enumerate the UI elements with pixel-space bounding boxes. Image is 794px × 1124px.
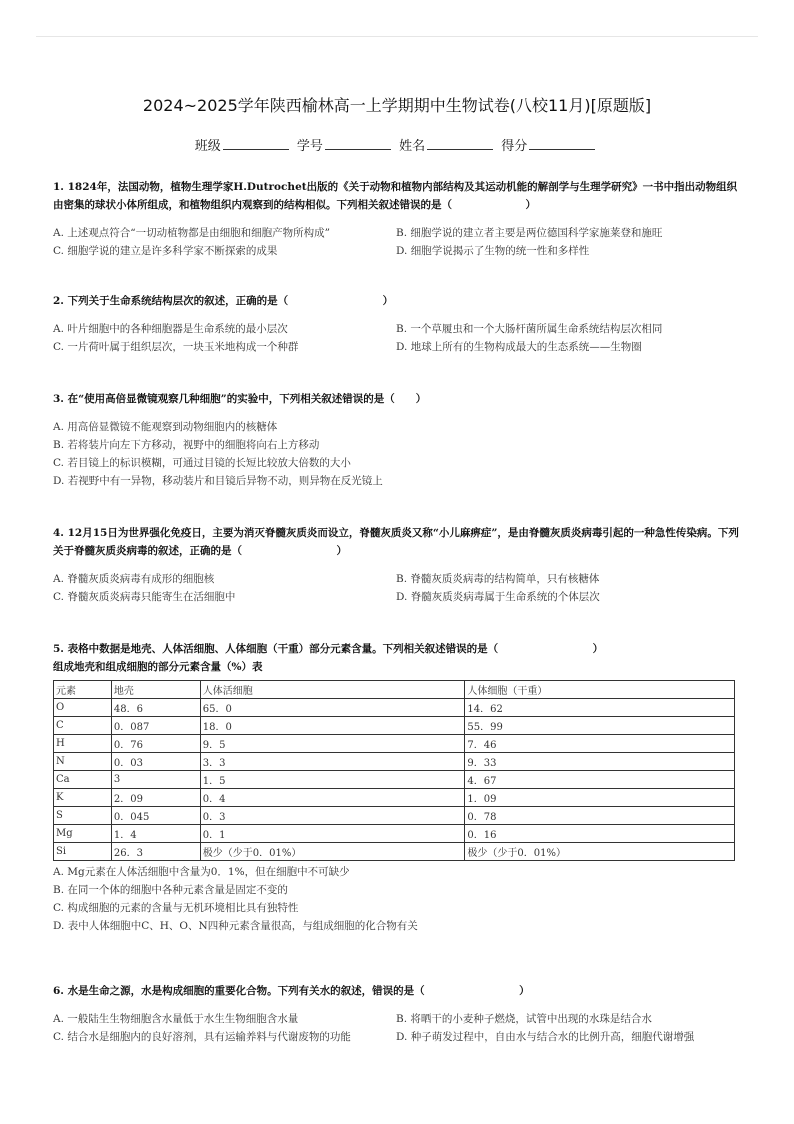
student-info-line <box>0 135 794 154</box>
table-cell: Mg <box>54 825 112 843</box>
table-cell: 0．16 <box>465 825 735 843</box>
name-blank[interactable] <box>427 137 493 150</box>
table-cell: 3 <box>111 771 200 789</box>
question-4 <box>53 524 743 606</box>
table-cell: 1．4 <box>111 825 200 843</box>
option-d[interactable]: D. 若视野中有一异物，移动装片和目镜后异物不动，则异物在反光镜上 <box>53 475 383 487</box>
question-2 <box>53 292 743 356</box>
table-row <box>54 735 735 753</box>
table-row <box>54 717 735 735</box>
student-id-blank[interactable] <box>325 137 391 150</box>
table-cell: 9．5 <box>200 735 465 753</box>
table-cell: O <box>54 699 112 717</box>
option-list <box>53 418 743 490</box>
table-cell: 0．087 <box>111 717 200 735</box>
table-row <box>54 843 735 861</box>
table-row <box>54 807 735 825</box>
question-stem: 1. 1824年，法国动物，植物生理学家H.Dutrochet出版的《关于动物和植物内部结构及其运动机能的解剖学与生理学研究》一书中指出动物组织由密集的球状小体所组成，和植物组织内观察到的结构相似。下列相关叙述错误的是（ ） <box>53 181 738 211</box>
table-cell: 3．3 <box>200 753 465 771</box>
table-cell: S <box>54 807 112 825</box>
option-d[interactable]: D. 种子萌发过程中，自由水与结合水的比例升高，细胞代谢增强 <box>396 1031 695 1043</box>
option-c[interactable]: C. 一片荷叶属于组织层次，一块玉米地构成一个种群 <box>53 341 299 353</box>
score-blank[interactable] <box>529 137 595 150</box>
table-cell: 4．67 <box>465 771 735 789</box>
table-cell: 14．62 <box>465 699 735 717</box>
table-row <box>54 771 735 789</box>
option-a[interactable]: A. 用高倍显微镜不能观察到动物细胞内的核糖体 <box>53 421 278 433</box>
option-c[interactable]: C. 脊髓灰质炎病毒只能寄生在活细胞中 <box>53 591 236 603</box>
table-caption: 组成地壳和组成细胞的部分元素含量（%）表 <box>53 661 263 673</box>
option-a[interactable]: A. 脊髓灰质炎病毒有成形的细胞核 <box>53 573 215 585</box>
table-cell: 48．6 <box>111 699 200 717</box>
table-cell: 7．46 <box>465 735 735 753</box>
question-stem: 5. 表格中数据是地壳、人体活细胞、人体细胞（干重）部分元素含量。下列相关叙述错误的是（ ） <box>53 643 604 655</box>
option-list <box>53 570 743 606</box>
table-cell: 极少（少于0．01%） <box>200 843 465 861</box>
option-a[interactable]: A. 上述观点符合“一切动植物都是由细胞和细胞产物所构成” <box>53 227 330 239</box>
option-b[interactable]: B. 在同一个体的细胞中各种元素含量是固定不变的 <box>53 884 288 896</box>
question-6 <box>53 982 743 1046</box>
option-b[interactable]: B. 细胞学说的建立者主要是两位德国科学家施莱登和施旺 <box>396 227 663 239</box>
table-cell: 9．33 <box>465 753 735 771</box>
table-cell: 0．3 <box>200 807 465 825</box>
option-list <box>53 1010 743 1046</box>
table-row <box>54 699 735 717</box>
option-list <box>53 863 743 935</box>
table-cell: Si <box>54 843 112 861</box>
option-list <box>53 320 743 356</box>
question-5 <box>53 640 743 935</box>
option-list <box>53 224 743 260</box>
option-d[interactable]: D. 地球上所有的生物构成最大的生态系统——生物圈 <box>396 341 642 353</box>
option-a[interactable]: A. 叶片细胞中的各种细胞器是生命系统的最小层次 <box>53 323 288 335</box>
table-cell: K <box>54 789 112 807</box>
table-cell: N <box>54 753 112 771</box>
table-cell: 1．5 <box>200 771 465 789</box>
table-cell: 极少（少于0．01%） <box>465 843 735 861</box>
option-d[interactable]: D. 脊髓灰质炎病毒属于生命系统的个体层次 <box>396 591 600 603</box>
question-1 <box>53 178 743 260</box>
table-cell: 0．4 <box>200 789 465 807</box>
table-cell: 0．1 <box>200 825 465 843</box>
option-d[interactable]: D. 细胞学说揭示了生物的统一性和多样性 <box>396 245 590 257</box>
class-label: 班级 <box>194 139 221 154</box>
option-c[interactable]: C. 构成细胞的元素的含量与无机环境相比具有独特性 <box>53 902 299 914</box>
student-id-label: 学号 <box>296 139 323 154</box>
option-b[interactable]: B. 若将装片向左下方移动，视野中的细胞将向右上方移动 <box>53 439 320 451</box>
table-cell: 65．0 <box>200 699 465 717</box>
element-content-table <box>53 680 735 861</box>
question-stem: 4. 12月15日为世界强化免疫日，主要为消灭脊髓灰质炎而设立，脊髓灰质炎又称“小儿麻痹症”，是由脊髓灰质炎病毒引起的一种急性传染病。下列关于脊髓灰质炎病毒的叙述，正确的是（ ） <box>53 527 739 557</box>
option-c[interactable]: C. 细胞学说的建立是许多科学家不断探索的成果 <box>53 245 278 257</box>
table-cell: 2．09 <box>111 789 200 807</box>
header-rule <box>36 36 758 37</box>
question-stem: 3. 在“使用高倍显微镜观察几种细胞”的实验中，下列相关叙述错误的是（ ） <box>53 393 427 405</box>
table-cell: Ca <box>54 771 112 789</box>
score-label: 得分 <box>501 139 528 154</box>
page-title: 2024~2025学年陕西榆林高一上学期期中生物试卷(八校11月)[原题版] <box>142 96 652 115</box>
table-cell: C <box>54 717 112 735</box>
table-cell: 1．09 <box>465 789 735 807</box>
table-row <box>54 753 735 771</box>
table-cell: 55．99 <box>465 717 735 735</box>
table-header-cell: 地壳 <box>111 681 200 699</box>
table-cell: 0．03 <box>111 753 200 771</box>
table-row <box>54 825 735 843</box>
option-b[interactable]: B. 脊髓灰质炎病毒的结构简单，只有核糖体 <box>396 573 600 585</box>
option-b[interactable]: B. 将晒干的小麦种子燃烧，试管中出现的水珠是结合水 <box>396 1013 652 1025</box>
option-a[interactable]: A. Mg元素在人体活细胞中含量为0．1%，但在细胞中不可缺少 <box>53 866 350 878</box>
option-c[interactable]: C. 结合水是细胞内的良好溶剂，具有运输养料与代谢废物的功能 <box>53 1031 351 1043</box>
table-header-cell: 元素 <box>54 681 112 699</box>
table-cell: 0．045 <box>111 807 200 825</box>
name-label: 姓名 <box>399 139 426 154</box>
option-c[interactable]: C. 若目镜上的标识模糊，可通过目镜的长短比较放大倍数的大小 <box>53 457 351 469</box>
table-cell: 0．76 <box>111 735 200 753</box>
question-stem: 6. 水是生命之源，水是构成细胞的重要化合物。下列有关水的叙述，错误的是（ ） <box>53 985 530 997</box>
class-blank[interactable] <box>223 137 289 150</box>
table-cell: 0．78 <box>465 807 735 825</box>
option-b[interactable]: B. 一个草履虫和一个大肠杆菌所属生命系统结构层次相同 <box>396 323 663 335</box>
question-stem: 2. 下列关于生命系统结构层次的叙述，正确的是（ ） <box>53 295 394 307</box>
table-row <box>54 789 735 807</box>
option-d[interactable]: D. 表中人体细胞中C、H、O、N四种元素含量很高，与组成细胞的化合物有关 <box>53 920 418 932</box>
table-cell: H <box>54 735 112 753</box>
option-a[interactable]: A. 一般陆生生物细胞含水量低于水生生物细胞含水量 <box>53 1013 299 1025</box>
table-header-row <box>54 681 735 699</box>
table-header-cell: 人体细胞（干重） <box>465 681 735 699</box>
table-header-cell: 人体活细胞 <box>200 681 465 699</box>
question-3 <box>53 390 743 490</box>
table-cell: 26．3 <box>111 843 200 861</box>
table-cell: 18．0 <box>200 717 465 735</box>
